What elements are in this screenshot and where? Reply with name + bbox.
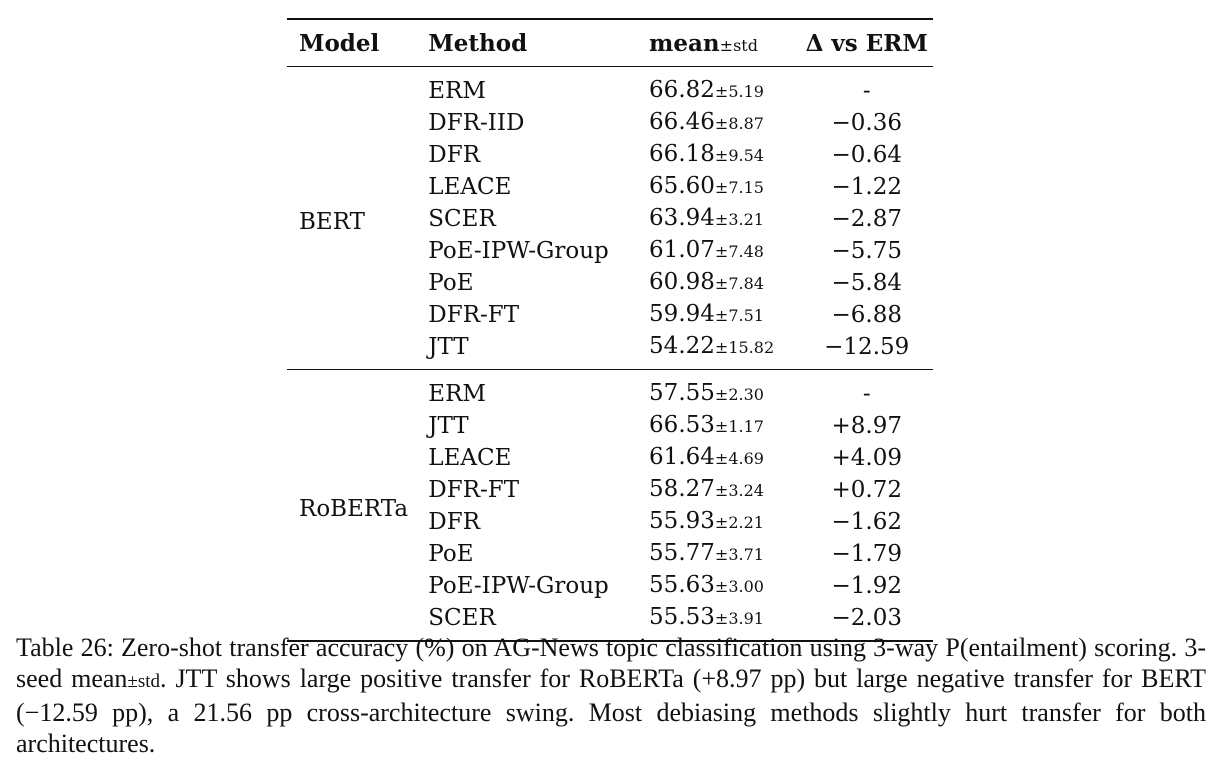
results-table [287,18,933,642]
mean-cell [637,235,800,267]
header-delta: Δ vs ERM [805,29,928,57]
mean-cell [637,331,800,370]
caption-part-2: . JTT shows large positive transfer for RoBERTa (+8.97 pp) but large negative transfer for BERT (−12.59 pp), a 21.56 pp cross-architecture swing. Most debiasing methods slightly hurt transfer for both architectures. [16,664,1206,758]
std-value: ±3.24 [714,481,764,500]
std-value: ±4.69 [714,449,764,468]
method-cell: JTT [428,413,469,439]
delta-cell: −1.79 [831,541,902,567]
delta-cell: +0.72 [831,477,902,503]
mean-cell [637,203,800,235]
delta-cell: −1.62 [831,509,902,535]
std-value: ±3.21 [714,210,764,229]
mean-cell [637,538,800,570]
std-value: ±5.19 [714,82,764,101]
std-value: ±7.51 [714,306,764,325]
std-value: ±2.21 [714,513,764,532]
mean-value: 55.53 [649,604,715,630]
mean-cell [637,67,800,108]
std-value: ±7.15 [714,178,764,197]
table-row [287,370,933,411]
method-cell: DFR-FT [428,477,520,503]
mean-cell [637,442,800,474]
mean-cell [637,139,800,171]
method-cell: LEACE [428,445,512,471]
std-value: ±1.17 [714,417,764,436]
delta-cell: +4.09 [831,445,902,471]
mean-value: 54.22 [649,333,715,359]
method-cell: ERM [428,78,486,104]
method-cell: DFR [428,142,481,168]
mean-value: 58.27 [649,476,715,502]
std-value: ±3.71 [714,545,764,564]
method-cell: DFR [428,509,481,535]
table-row [287,67,933,108]
delta-cell: −2.87 [831,206,902,232]
mean-cell [637,299,800,331]
method-cell: PoE-IPW-Group [428,238,609,264]
delta-cell: −5.75 [831,238,902,264]
header-model: Model [299,29,380,57]
header-std-label: ±std [719,35,758,55]
mean-value: 66.53 [649,412,715,438]
results-table-container [287,18,933,642]
mean-cell [637,107,800,139]
method-cell: PoE [428,270,474,296]
method-cell: DFR-FT [428,302,520,328]
table-caption [16,632,1206,759]
delta-cell: −5.84 [831,270,902,296]
table-header-row [287,19,933,67]
std-value: ±3.00 [714,577,764,596]
std-value: ±2.30 [714,385,764,404]
header-mean-label: mean [649,29,720,57]
method-cell: SCER [428,206,496,232]
model-cell: RoBERTa [299,496,409,522]
delta-cell: −0.64 [831,142,902,168]
delta-cell: - [862,78,871,104]
mean-value: 59.94 [649,301,715,327]
caption-std: ±std [127,671,161,692]
caption-part-1: Table 26: Zero-shot transfer accuracy (%) on AG-News topic classification using 3-way P(entailment) scoring. 3-seed mean [16,633,1206,693]
std-value: ±15.82 [714,338,775,357]
delta-cell: −1.22 [831,174,902,200]
method-cell: JTT [428,334,469,360]
method-cell: DFR-IID [428,110,525,136]
header-method: Method [428,29,528,57]
delta-cell: −12.59 [824,334,910,360]
mean-value: 66.82 [649,77,715,103]
mean-cell [637,506,800,538]
method-cell: ERM [428,381,486,407]
std-value: ±7.84 [714,274,764,293]
mean-value: 55.93 [649,508,715,534]
mean-value: 60.98 [649,269,715,295]
mean-value: 61.64 [649,444,715,470]
mean-value: 65.60 [649,173,715,199]
mean-cell [637,370,800,411]
delta-cell: −6.88 [831,302,902,328]
mean-value: 55.77 [649,540,715,566]
method-cell: LEACE [428,174,512,200]
method-cell: PoE [428,541,474,567]
std-value: ±9.54 [714,146,764,165]
mean-cell [637,474,800,506]
mean-value: 66.46 [649,109,715,135]
delta-cell: +8.97 [831,413,902,439]
mean-value: 61.07 [649,237,715,263]
mean-cell [637,171,800,203]
delta-cell: −2.03 [831,605,902,631]
table-body [287,67,933,642]
method-cell: PoE-IPW-Group [428,573,609,599]
mean-value: 55.63 [649,572,715,598]
model-cell: BERT [299,209,365,235]
mean-cell [637,267,800,299]
mean-value: 63.94 [649,205,715,231]
header-mean [637,19,800,67]
std-value: ±3.91 [714,609,764,628]
std-value: ±7.48 [714,242,764,261]
method-cell: SCER [428,605,496,631]
mean-cell [637,410,800,442]
mean-value: 57.55 [649,380,715,406]
mean-value: 66.18 [649,141,715,167]
delta-cell: −1.92 [831,573,902,599]
delta-cell: - [862,381,871,407]
std-value: ±8.87 [714,114,764,133]
delta-cell: −0.36 [831,110,902,136]
mean-cell [637,570,800,602]
